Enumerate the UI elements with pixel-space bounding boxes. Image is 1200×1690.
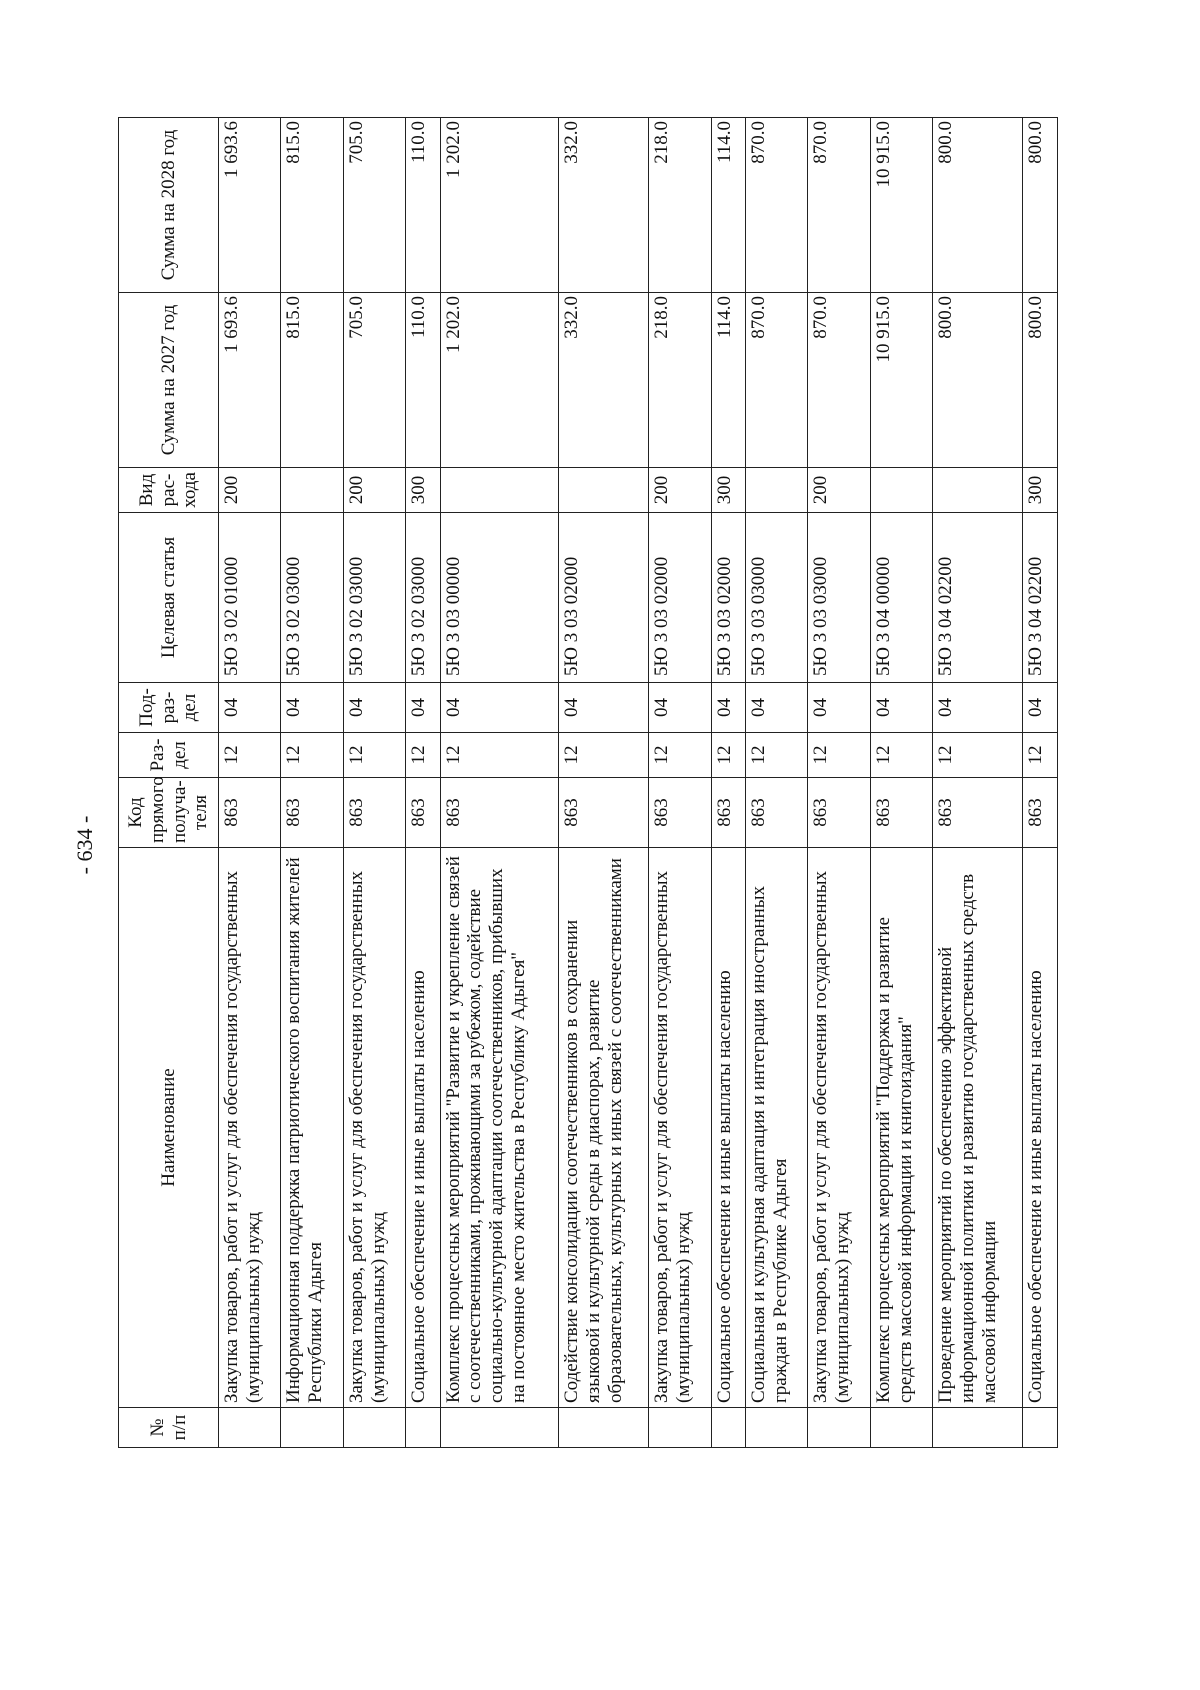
table-row [281, 118, 343, 1448]
row-kod: 863 [711, 778, 745, 848]
row-kod: 863 [933, 778, 1023, 848]
page-number: - 634 - [72, 815, 97, 875]
row-razdel: 12 [746, 733, 808, 778]
row-celevaya: 5Ю 3 04 02200 [933, 513, 1023, 683]
row-sum2027: 110.0 [406, 293, 440, 468]
row-razdel: 12 [711, 733, 745, 778]
row-podrazdel: 04 [746, 683, 808, 733]
row-no [219, 1408, 281, 1448]
row-no [558, 1408, 648, 1448]
header-sum2028: Сумма на 2028 год [119, 118, 219, 293]
row-name: Социальное обеспечение и иные выплаты населению [1023, 848, 1058, 1408]
table-row [1023, 118, 1058, 1448]
row-razdel: 12 [649, 733, 711, 778]
table-row [343, 118, 405, 1448]
row-name: Закупка товаров, работ и услуг для обеспечения государственных (муниципальных) нужд [808, 848, 870, 1408]
table-row [933, 118, 1023, 1448]
row-podrazdel: 04 [711, 683, 745, 733]
row-no [406, 1408, 440, 1448]
row-sum2027: 870.0 [808, 293, 870, 468]
table-row [870, 118, 932, 1448]
row-sum2028: 1 693.6 [219, 118, 281, 293]
row-no [343, 1408, 405, 1448]
row-kod: 863 [870, 778, 932, 848]
row-vid: 200 [219, 468, 281, 513]
row-kod: 863 [746, 778, 808, 848]
row-vid [558, 468, 648, 513]
row-razdel: 12 [870, 733, 932, 778]
row-celevaya: 5Ю 3 02 03000 [406, 513, 440, 683]
row-vid [440, 468, 558, 513]
row-podrazdel: 04 [281, 683, 343, 733]
row-sum2028: 870.0 [746, 118, 808, 293]
row-no [933, 1408, 1023, 1448]
row-sum2028: 332.0 [558, 118, 648, 293]
row-name: Информационная поддержка патриотического воспитания жителей Республики Адыгея [281, 848, 343, 1408]
table-row [440, 118, 558, 1448]
row-name: Проведение мероприятий по обеспечению эффективной информационной политики и развитию государственных средств массовой информации [933, 848, 1023, 1408]
row-no [1023, 1408, 1058, 1448]
header-kod: Код прямого получа-теля [119, 778, 219, 848]
row-podrazdel: 04 [649, 683, 711, 733]
row-sum2028: 800.0 [933, 118, 1023, 293]
row-kod: 863 [281, 778, 343, 848]
row-name: Комплекс процессных мероприятий "Развитие и укрепление связей с соотечественниками, проживающими за рубежом, содействие социально-культурной адаптации соотечественников, прибывших на постоянное место жительства в Республику Адыгея" [440, 848, 558, 1408]
row-celevaya: 5Ю 3 02 03000 [343, 513, 405, 683]
budget-table [118, 117, 1058, 1448]
row-sum2027: 705.0 [343, 293, 405, 468]
row-vid: 200 [343, 468, 405, 513]
row-name: Комплекс процессных мероприятий "Поддержка и развитие средств массовой информации и книгоиздания" [870, 848, 932, 1408]
row-podrazdel: 04 [219, 683, 281, 733]
row-name: Закупка товаров, работ и услуг для обеспечения государственных (муниципальных) нужд [219, 848, 281, 1408]
row-no [281, 1408, 343, 1448]
row-no [649, 1408, 711, 1448]
row-no [440, 1408, 558, 1448]
row-celevaya: 5Ю 3 03 02000 [558, 513, 648, 683]
table-row [711, 118, 745, 1448]
row-name: Закупка товаров, работ и услуг для обеспечения государственных (муниципальных) нужд [343, 848, 405, 1408]
row-vid [281, 468, 343, 513]
row-vid [933, 468, 1023, 513]
row-sum2027: 870.0 [746, 293, 808, 468]
row-podrazdel: 04 [406, 683, 440, 733]
row-podrazdel: 04 [440, 683, 558, 733]
row-vid: 300 [406, 468, 440, 513]
row-celevaya: 5Ю 3 04 00000 [870, 513, 932, 683]
table-row [649, 118, 711, 1448]
row-sum2027: 815.0 [281, 293, 343, 468]
table-row [558, 118, 648, 1448]
row-razdel: 12 [558, 733, 648, 778]
row-vid [870, 468, 932, 513]
row-celevaya: 5Ю 3 03 02000 [711, 513, 745, 683]
row-kod: 863 [1023, 778, 1058, 848]
row-vid: 200 [649, 468, 711, 513]
row-podrazdel: 04 [870, 683, 932, 733]
header-razdel: Раз-дел [119, 733, 219, 778]
row-razdel: 12 [406, 733, 440, 778]
row-name: Закупка товаров, работ и услуг для обеспечения государственных (муниципальных) нужд [649, 848, 711, 1408]
row-vid: 300 [1023, 468, 1058, 513]
row-razdel: 12 [1023, 733, 1058, 778]
row-sum2027: 800.0 [933, 293, 1023, 468]
row-kod: 863 [219, 778, 281, 848]
row-vid [746, 468, 808, 513]
rotated-table-wrapper [118, 118, 1058, 1448]
row-vid: 300 [711, 468, 745, 513]
row-sum2028: 800.0 [1023, 118, 1058, 293]
table-row [406, 118, 440, 1448]
row-sum2027: 10 915.0 [870, 293, 932, 468]
row-kod: 863 [558, 778, 648, 848]
row-sum2028: 114.0 [711, 118, 745, 293]
row-razdel: 12 [808, 733, 870, 778]
row-sum2028: 705.0 [343, 118, 405, 293]
row-celevaya: 5Ю 3 03 03000 [746, 513, 808, 683]
table-row [746, 118, 808, 1448]
row-podrazdel: 04 [558, 683, 648, 733]
table-row [219, 118, 281, 1448]
row-sum2027: 218.0 [649, 293, 711, 468]
row-podrazdel: 04 [808, 683, 870, 733]
row-razdel: 12 [933, 733, 1023, 778]
row-name: Социальное обеспечение и иные выплаты населению [406, 848, 440, 1408]
row-vid: 200 [808, 468, 870, 513]
table-header-row [119, 118, 219, 1448]
row-kod: 863 [406, 778, 440, 848]
row-podrazdel: 04 [343, 683, 405, 733]
row-kod: 863 [808, 778, 870, 848]
row-celevaya: 5Ю 3 03 02000 [649, 513, 711, 683]
row-sum2027: 800.0 [1023, 293, 1058, 468]
row-sum2027: 332.0 [558, 293, 648, 468]
row-podrazdel: 04 [1023, 683, 1058, 733]
row-celevaya: 5Ю 3 03 00000 [440, 513, 558, 683]
row-kod: 863 [343, 778, 405, 848]
header-podrazdel: Под-раз-дел [119, 683, 219, 733]
row-sum2028: 110.0 [406, 118, 440, 293]
table-body [219, 118, 1058, 1448]
row-no [746, 1408, 808, 1448]
row-sum2028: 1 202.0 [440, 118, 558, 293]
header-no: № п/п [119, 1408, 219, 1448]
header-sum2027: Сумма на 2027 год [119, 293, 219, 468]
row-razdel: 12 [343, 733, 405, 778]
row-celevaya: 5Ю 3 04 02200 [1023, 513, 1058, 683]
row-sum2028: 815.0 [281, 118, 343, 293]
header-vid: Вид рас-хода [119, 468, 219, 513]
row-razdel: 12 [440, 733, 558, 778]
row-name: Содействие консолидации соотечественников в сохранении языковой и культурной среды в диаспорах, развитие образовательных, культурных и иных связей с соотечественниками [558, 848, 648, 1408]
row-sum2028: 10 915.0 [870, 118, 932, 293]
row-sum2028: 870.0 [808, 118, 870, 293]
row-celevaya: 5Ю 3 02 01000 [219, 513, 281, 683]
row-no [808, 1408, 870, 1448]
row-name: Социальная и культурная адаптация и интеграция иностранных граждан в Республике Адыгея [746, 848, 808, 1408]
row-sum2028: 218.0 [649, 118, 711, 293]
row-sum2027: 1 202.0 [440, 293, 558, 468]
row-sum2027: 1 693.6 [219, 293, 281, 468]
table-row [808, 118, 870, 1448]
row-celevaya: 5Ю 3 02 03000 [281, 513, 343, 683]
header-celevaya: Целевая статья [119, 513, 219, 683]
row-celevaya: 5Ю 3 03 03000 [808, 513, 870, 683]
row-sum2027: 114.0 [711, 293, 745, 468]
row-razdel: 12 [219, 733, 281, 778]
row-kod: 863 [649, 778, 711, 848]
row-name: Социальное обеспечение и иные выплаты населению [711, 848, 745, 1408]
row-podrazdel: 04 [933, 683, 1023, 733]
row-razdel: 12 [281, 733, 343, 778]
row-no [711, 1408, 745, 1448]
row-no [870, 1408, 932, 1448]
header-name: Наименование [119, 848, 219, 1408]
row-kod: 863 [440, 778, 558, 848]
